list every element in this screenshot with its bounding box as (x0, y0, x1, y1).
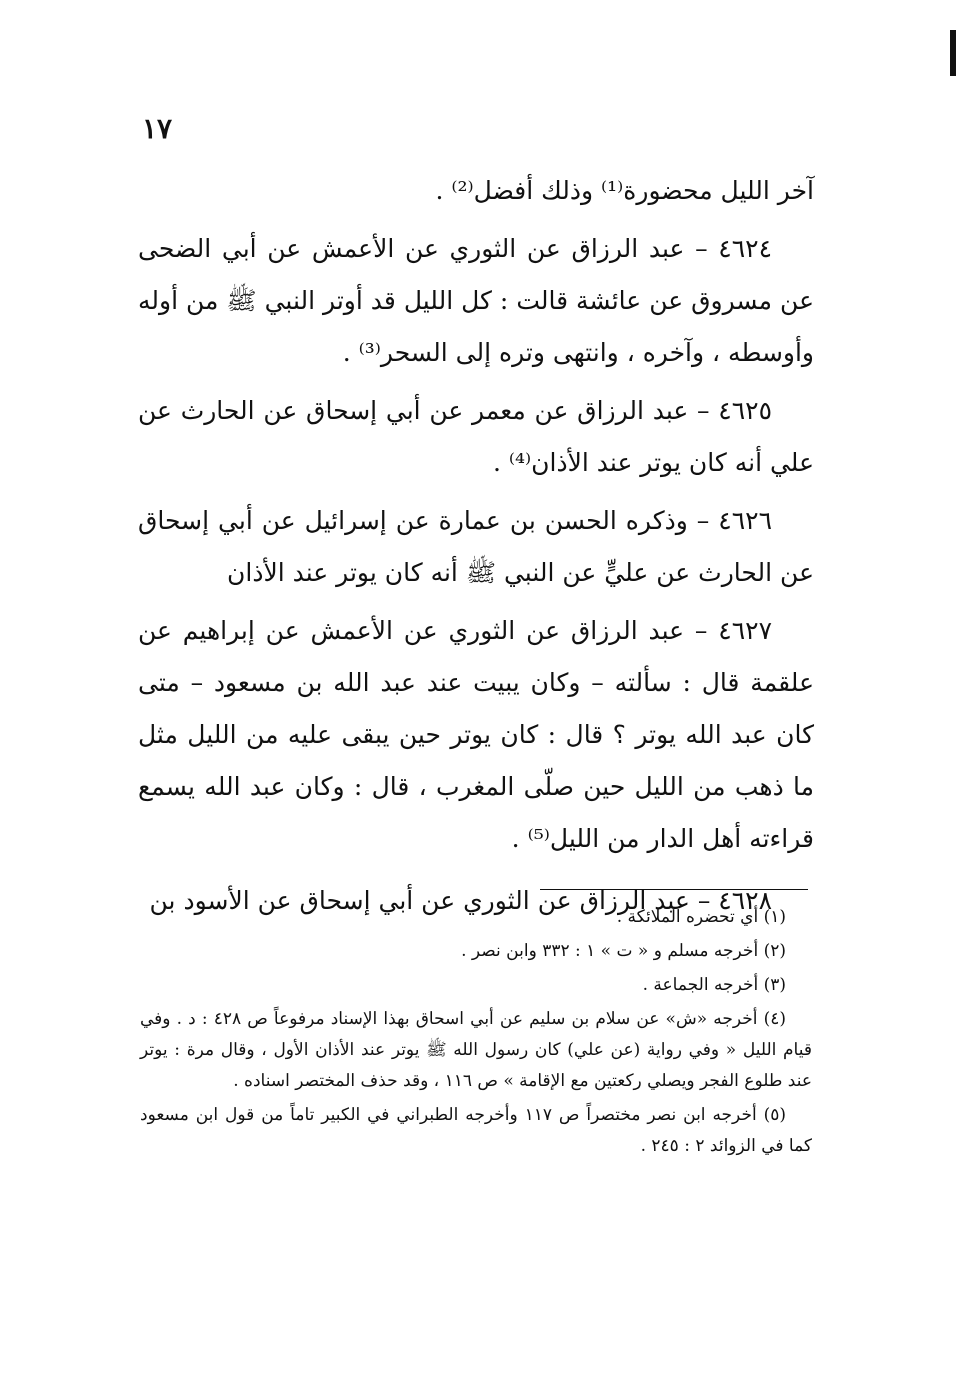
hadith-4624: ٤٦٢٤ – عبد الرزاق عن الثوري عن الأعمش عن أبي الضحى عن مسروق عن عائشة قالت : كل الليل قد أوتر النبي ﷺ من أوله وأوسطه ، وآخره ، وانتهى وتره إلى السحر⁽³⁾ . (138, 234, 814, 367)
hadith-4626: ٤٦٢٦ – وذكره الحسن بن عمارة عن إسرائيل عن أبي إسحاق عن الحارث عن عليٍّ عن النبي ﷺ أنه كان يوتر عند الأذان (138, 506, 814, 587)
paragraph-continuation: آخر الليل محضورة⁽¹⁾ وذلك أفضل⁽²⁾ . (435, 176, 814, 205)
footnote-divider (540, 889, 808, 890)
page-number: ١٧ (142, 112, 173, 145)
hadith-4625: ٤٦٢٥ – عبد الرزاق عن معمر عن أبي إسحاق عن الحارث عن علي أنه كان يوتر عند الأذان⁽⁴⁾ . (138, 396, 814, 477)
footnote-4: (٤) أخرجه «ش» عن سلام بن سليم عن أبي اسحاق بهذا الإسناد مرفوعاً ص ٤٢٨ : د . وفي قيام الليل « وفي رواية (عن علي) كان رسول الله ﷺ يوتر عند الأذان الأول ، وقال مرة : يوتر عند طلوع الفجر ويصلي ركعتين مع الإقامة » ص ١١٦ ، وقد حذف المختصر اسناده . (140, 1009, 812, 1091)
footnotes (140, 902, 812, 1165)
page-edge-mark (950, 30, 956, 76)
footnote-3: (٣) أخرجه الجماعة . (642, 975, 786, 995)
hadith-4628: ٤٦٢٨ – عبد الرزاق عن الثوري عن أبي إسحاق عن الأسود بن (149, 886, 772, 915)
footnote-1: (١) أي تحضره الملائكة . (616, 907, 786, 927)
footnote-2: (٢) أخرجه مسلم و « ت » ١ : ٣٣٢ وابن نصر . (461, 941, 786, 961)
main-text (138, 165, 814, 933)
footnote-5: (٥) أخرجه ابن نصر مختصراً ص ١١٧ وأخرجه الطبراني في الكبير تاماً من قول ابن مسعود كما في الزوائد ٢ : ٢٤٥ . (140, 1105, 812, 1156)
hadith-4627: ٤٦٢٧ – عبد الرزاق عن الثوري عن الأعمش عن إبراهيم عن علقمة قال : سألته – وكان يبيت عند عبد الله بن مسعود – متى كان عبد الله يوتر ؟ قال : كان يوتر حين يبقى عليه من الليل مثل ما ذهب من الليل حين صلّى المغرب ، قال : وكان عبد الله يسمع قراءته أهل الدار من الليل⁽⁵⁾ . (138, 616, 814, 853)
